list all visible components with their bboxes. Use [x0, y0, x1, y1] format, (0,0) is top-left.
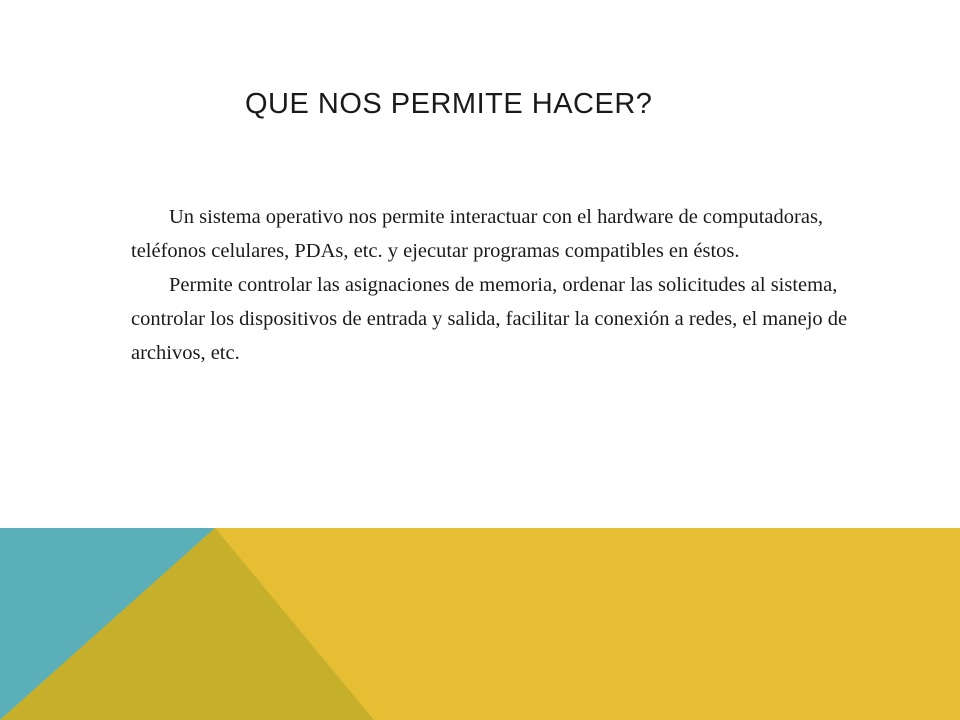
- decorative-footer-shapes: [0, 528, 960, 720]
- body-paragraph-2: Permite controlar las asignaciones de memoria, ordenar las solicitudes al sistema, controlar los dispositivos de entrada y salida, facilitar la conexión a redes, el manejo de archivos, etc.: [131, 274, 848, 364]
- slide-body: [131, 200, 871, 370]
- body-paragraph-1: Un sistema operativo nos permite interactuar con el hardware de computadoras, teléfonos celulares, PDAs, etc. y ejecutar programas compatibles en éstos.: [131, 206, 824, 262]
- slide-title: QUE NOS PERMITE HACER?: [245, 88, 653, 120]
